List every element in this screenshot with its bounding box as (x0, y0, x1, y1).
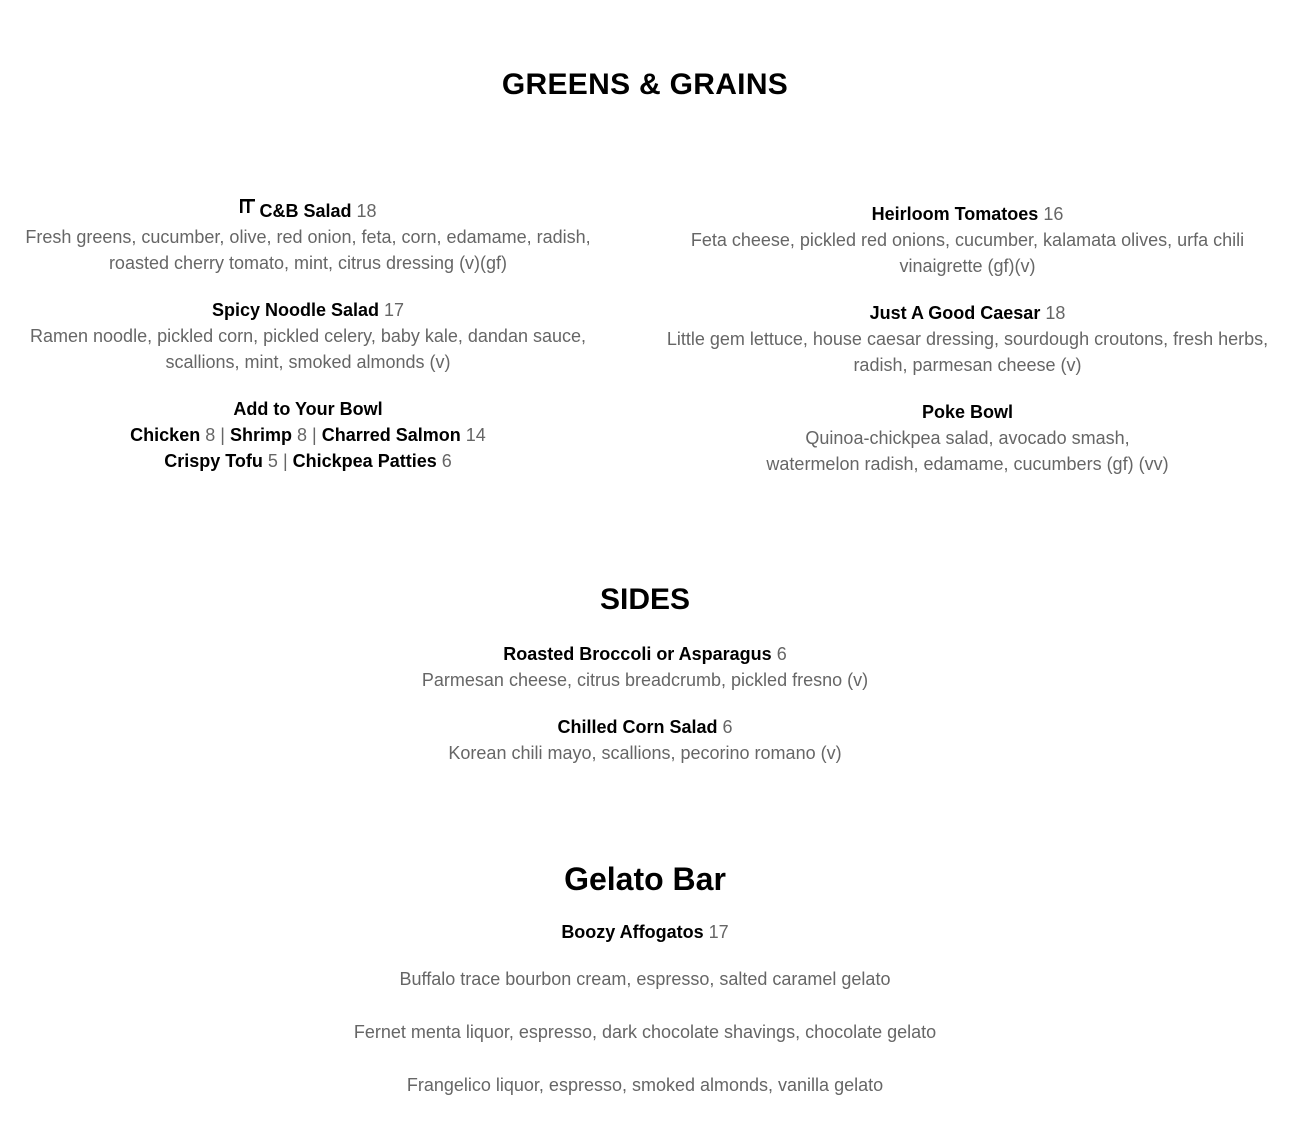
addons-title: Add to Your Bowl (233, 399, 383, 419)
section-title-sides: SIDES (599, 583, 691, 616)
item-price: 6 (776, 644, 787, 664)
item-description (645, 425, 1290, 477)
menu-item-spicy-noodle-salad (0, 297, 616, 375)
item-name: C&B Salad (259, 201, 352, 221)
item-price: 17 (708, 922, 729, 942)
addon-price: 5 (267, 451, 278, 471)
menu-item-heirloom-tomatoes (645, 201, 1290, 279)
item-description: Korean chili mayo, scallions, pecorino romano (v) (448, 743, 842, 763)
item-price: 16 (1043, 204, 1064, 224)
item-price: 17 (384, 300, 405, 320)
affogato-option: Buffalo trace bourbon cream, espresso, salted caramel gelato (399, 969, 891, 989)
addon-name: Shrimp (229, 425, 292, 445)
menu-item-cb-salad (0, 198, 616, 276)
addons-row-2 (0, 448, 616, 474)
addons-row-1 (0, 422, 616, 448)
add-to-bowl (0, 396, 616, 474)
item-price: 18 (1045, 303, 1066, 323)
menu-item-chilled-corn-salad (0, 714, 1290, 766)
gelato-list (0, 919, 1290, 1125)
item-description: Parmesan cheese, citrus breadcrumb, pickled fresno (v) (421, 670, 869, 690)
greens-left-column (0, 198, 616, 495)
affogato-option: Frangelico liquor, espresso, smoked almonds, vanilla gelato (406, 1075, 884, 1095)
addon-price: 8 (205, 425, 216, 445)
section-title-gelato-bar: Gelato Bar (564, 861, 726, 897)
section-title-greens-grains: GREENS & GRAINS (501, 68, 789, 101)
separator: | (220, 425, 225, 445)
addon-price: 14 (465, 425, 486, 445)
affogato-option: Fernet menta liquor, espresso, dark chocolate shavings, chocolate gelato (353, 1022, 937, 1042)
item-name: Boozy Affogatos (561, 922, 704, 942)
tag-icon (239, 198, 257, 218)
sides-list (0, 641, 1290, 787)
description-line: Quinoa-chickpea salad, avocado smash, (805, 428, 1130, 448)
description-line: watermelon radish, edamame, cucumbers (gf) (vv) (766, 454, 1169, 474)
addon-name: Chickpea Patties (292, 451, 437, 471)
addon-name: Chicken (130, 425, 201, 445)
item-name: Roasted Broccoli or Asparagus (503, 644, 772, 664)
item-name: Just A Good Caesar (869, 303, 1041, 323)
item-name: Chilled Corn Salad (557, 717, 718, 737)
addon-price: 6 (441, 451, 452, 471)
addon-price: 8 (296, 425, 307, 445)
greens-right-column (645, 201, 1290, 498)
item-description: Feta cheese, pickled red onions, cucumber, kalamata olives, urfa chili vinaigrette (gf)(v) (690, 230, 1245, 276)
addon-name: Crispy Tofu (164, 451, 263, 471)
menu-item-just-a-good-caesar (645, 300, 1290, 378)
menu-item-roasted-broccoli (0, 641, 1290, 693)
menu-item-boozy-affogatos (0, 919, 1290, 945)
item-description: Little gem lettuce, house caesar dressing, sourdough croutons, fresh herbs, radish, parmesan cheese (v) (666, 329, 1269, 375)
menu-item-poke-bowl (645, 399, 1290, 477)
separator: | (282, 451, 288, 471)
item-name: Spicy Noodle Salad (211, 300, 379, 320)
item-name: Poke Bowl (921, 402, 1014, 422)
item-price: 6 (722, 717, 733, 737)
item-name: Heirloom Tomatoes (871, 204, 1039, 224)
item-description: Fresh greens, cucumber, olive, red onion, feta, corn, edamame, radish, roasted cherry tomato, mint, citrus dressing (v)(gf) (25, 227, 591, 273)
addon-name: Charred Salmon (321, 425, 461, 445)
item-price: 18 (356, 201, 377, 221)
separator: | (312, 425, 317, 445)
item-description: Ramen noodle, pickled corn, pickled celery, baby kale, dandan sauce, scallions, mint, smoked almonds (v) (30, 326, 586, 372)
